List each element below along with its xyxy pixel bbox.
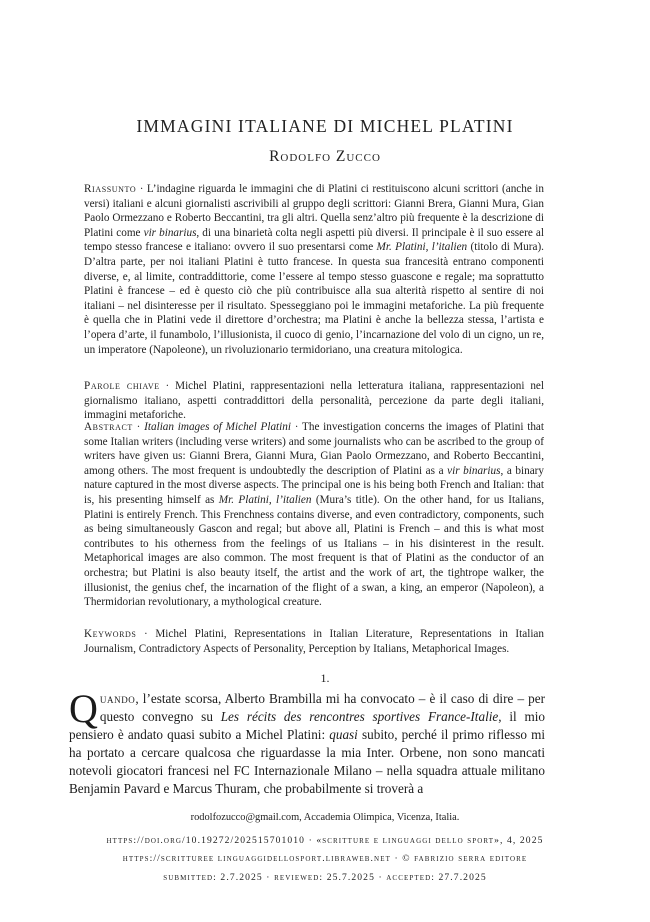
abstract-text-1: · The investigation concerns the images of Platini that some Italian writers (including verse writers) and some journalists who can be ascribed to the group of writers have given us: Gianni Brera, Gianni Mura, Gian Paolo Ormezzano, and Roberto Beccantini, among others. The most frequent is undoubtedly the description of Platini as a	[84, 421, 544, 477]
riassunto-italic-2: Mr. Platini, l’italien	[376, 241, 468, 254]
abstract-text-2: , a binary nature captured in the most diverse aspects. The principal one is his being both French and Italian: that is, his presenting himself as	[84, 464, 545, 506]
body-italic-1: Les récits des rencontres sportives France-Italie	[220, 709, 499, 724]
keywords-separator: ·	[136, 628, 156, 640]
parole-chiave-text: Michel Platini, rappresentazioni nella letteratura italiana, rappresentazioni nel giornalismo italiano, aspetti contraddittori della personalità, percezione da parte degli italiani, immagini metaforiche.	[84, 380, 544, 422]
abstract-separator: ·	[132, 421, 145, 433]
parole-chiave-paragraph	[84, 379, 544, 423]
body-lead-word: uando	[99, 691, 136, 706]
dates-line: submitted: 2.7.2025 · reviewed: 25.7.2025 · accepted: 27.7.2025	[163, 872, 487, 883]
abstract-label: Abstract	[84, 421, 133, 433]
article-title: IMMAGINI ITALIANE DI MICHEL PLATINI	[136, 116, 514, 136]
body-text-3: subito, perché il primo riflesso mi ha portato a cercare qualcosa che riguardasse la mia Inter. Orbene, non sono mancati notevoli giocatori francesi nel FC Internazionale Milano – nella squadra attuale militano Benjamin Pavard e Marcus Thuram, che probabilmente si troverà a	[69, 727, 545, 796]
keywords-paragraph	[84, 627, 544, 656]
author-name: Rodolfo Zucco	[269, 148, 381, 165]
body-italic-2: quasi	[329, 727, 358, 742]
riassunto-label: Riassunto	[84, 183, 137, 195]
riassunto-text-2: , di una binarietà colta negli aspetti più diversi. Il principale è il suo essere al tempo stesso francese e italiano: ovvero il suo presentarsi come	[84, 226, 544, 254]
parole-chiave-label: Parole chiave	[84, 380, 160, 392]
abstract-english-title: Italian images of Michel Platini	[144, 421, 291, 433]
keywords-text: Michel Platini, Representations in Italian Literature, Representations in Italian Journalism, Contradictory Aspects of Personality, Perception by Italians, Metaphorical Images.	[84, 628, 544, 655]
section-number: 1.	[320, 671, 330, 685]
riassunto-text-3: (titolo di Mura). D’altra parte, per noi italiani Platini è tutto francese. In questa sua francesità entrano componenti diverse, e, al limite, contraddittorie, come l’essere al tempo stesso guascone e regale; ma soprattutto Platini è francese – ed è questo ciò che più contribuisce alla sua alterità rispetto al sentire di noi italiani – nel disinteresse per il risultato. Spesseggiano poi le immagini metaforiche. La più frequente è quella che in Platini vede il direttore d’orchestra; ma Platini è anche la bellezza stessa, l’artista e l’opera d’arte, il funambolo, l’illusionista, il cuoco di genio, l’incarnazione del volo di un cigno, un re, un imperatore (Napoleone), un rivoluzionario termidoriano, una creatura mitologica.	[84, 241, 544, 356]
body-paragraph	[69, 686, 546, 798]
keywords-label: Keywords	[84, 628, 137, 640]
publisher-line: https://scritturee linguaggidellosport.libraweb.net · © fabrizio serra editore	[122, 853, 528, 864]
doi-line: https://doi.org/10.19272/202515701010 · «scritture e linguaggi dello sport», 4, 2025	[106, 835, 544, 846]
riassunto-italic-1: vir binarius	[143, 226, 197, 239]
body-text-2: , il mio pensiero è andato quasi subito a Michel Platini:	[69, 709, 546, 742]
author-affiliation: rodolfozucco@gmail.com, Accademia Olimpica, Vicenza, Italia.	[190, 812, 460, 823]
abstract-italic-1: vir binarius	[447, 464, 501, 477]
abstract-text-3: (Mura’s title). On the other hand, for us Italians, Platini is entirely French. This Frenchness contains diverse, and even contradictory, components, such as being simultaneously Gascon and regal; but above all, Platini is French – and this is what most contributes to his otherness from the feelings of us Italians – in his disinterest in the result. Metaphorical images are also common. The most frequent is that of Platini as the conductor of an orchestra; but Platini is also beauty itself, the artist and the work of art, the tightrope walker, the illusionist, the genius chef, the incarnation of the flight of a swan, a king, an emperor (Napoleon), a Thermidorian revolutionary, a mythological creature.	[84, 493, 544, 609]
body-text-1: , l’estate scorsa, Alberto Brambilla mi ha convocato – è il caso di dire – per questo convegno su	[99, 691, 545, 724]
abstract-italic-2: Mr. Platini, l’italien	[218, 493, 312, 506]
riassunto-separator: ·	[136, 183, 147, 195]
abstract-paragraph	[84, 420, 544, 610]
riassunto-text-1: L’indagine riguarda le immagini che di Platini ci restituiscono alcuni scrittori (anche in versi) italiani e alcuni giornalisti ascrivibili al gruppo degli scrittori: Gianni Brera, Gianni Mura, Gian Paolo Ormezzano e Roberto Beccantini, tra gli altri. Quella senz’altro più frequente è la descrizione di Platini come	[84, 183, 544, 239]
riassunto-paragraph	[84, 182, 544, 357]
drop-cap: Q	[69, 686, 98, 731]
parole-chiave-separator: ·	[159, 380, 176, 392]
